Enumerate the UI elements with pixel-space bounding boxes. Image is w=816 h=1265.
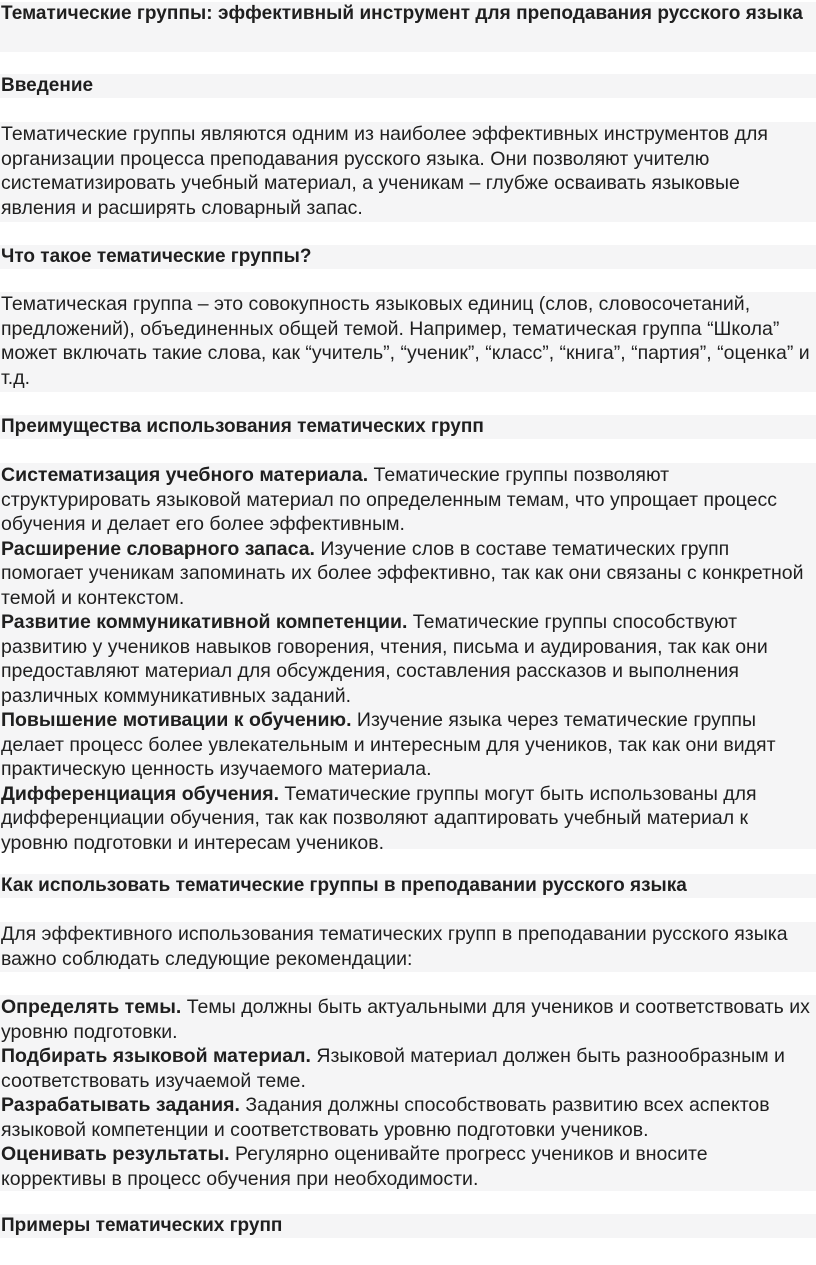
list-item	[1, 1093, 816, 1142]
heading-intro: Введение	[0, 74, 816, 98]
list-item-term: Повышение мотивации к обучению.	[1, 709, 352, 731]
list-item-text: Изучение слов в составе тематических групп помогает ученикам запоминать их более эффективно, так как они связаны с конкретной темой и контекстом.	[1, 537, 804, 609]
list-item-text: Темы должны быть актуальными для учеников и соответствовать их уровню подготовки.	[1, 996, 810, 1043]
list-item	[1, 782, 816, 856]
list-item	[1, 1044, 816, 1093]
list-item	[1, 610, 816, 708]
heading-advantages: Преимущества использования тематических групп	[0, 415, 816, 439]
list-item-term: Расширение словарного запаса.	[1, 537, 315, 560]
paragraph-what: Тематическая группа – это совокупность языковых единиц (слов, словосочетаний, предложений), объединенных общей темой. Например, тематическая группа “Школа” может включать такие слова, как “учитель”, “ученик”, “класс”, “книга”, “партия”, “оценка” и т.д.	[0, 292, 816, 392]
list-item-term: Развитие коммуникативной компетенции.	[1, 611, 408, 633]
list-item-text: Регулярно оценивайте прогресс учеников и вносите коррективы в процесс обучения при необходимости.	[1, 1143, 708, 1190]
document-title: Тематические группы: эффективный инструмент для преподавания русского языка	[0, 2, 816, 52]
howto-list	[0, 995, 816, 1191]
list-item-text: Тематические группы способствуют развитию у учеников навыков говорения, чтения, письма и аудирования, так как они предоставляют материал для обсуждения, составления рассказов и выполнения различных коммуникативных заданий.	[1, 611, 768, 707]
list-item-term: Разрабатывать задания.	[1, 1094, 240, 1116]
list-item-term: Подбирать языковой материал.	[1, 1045, 311, 1067]
list-item	[1, 1142, 816, 1191]
list-item-term: Определять темы.	[1, 996, 182, 1018]
list-item-term: Дифференциация обучения.	[1, 782, 279, 805]
advantages-list	[0, 463, 816, 854]
list-item-term: Оценивать результаты.	[1, 1143, 230, 1165]
list-item-text: Изучение языка через тематические группы делает процесс более увлекательным и интересным для учеников, так как они видят практическую ценность изучаемого материала.	[1, 709, 776, 780]
list-item-text: Задания должны способствовать развитию всех аспектов языковой компетенции и соответствовать уровню подготовки учеников.	[1, 1094, 770, 1141]
paragraph-intro: Тематические группы являются одним из наиболее эффективных инструментов для организации процесса преподавания русского языка. Они позволяют учителю систематизировать учебный материал, а ученикам – глубже осваивать языковые явления и расширять словарный запас.	[0, 122, 816, 222]
paragraph-howto: Для эффективного использования тематических групп в преподавании русского языка важно соблюдать следующие рекомендации:	[0, 922, 816, 972]
list-item	[1, 708, 816, 782]
list-item-text: Тематические группы позволяют структурировать языковой материал по определенным темам, что упрощает процесс обучения и делает его более эффективным.	[1, 464, 777, 535]
list-item	[1, 537, 816, 611]
list-item	[1, 463, 816, 537]
heading-howto: Как использовать тематические группы в преподавании русского языка	[0, 874, 816, 898]
heading-what: Что такое тематические группы?	[0, 245, 816, 269]
heading-examples: Примеры тематических групп	[0, 1214, 816, 1238]
list-item-text: Языковой материал должен быть разнообразным и соответствовать изучаемой теме.	[1, 1045, 785, 1092]
list-item-text: Тематические группы могут быть использованы для дифференциации обучения, так как позволяют адаптировать учебный материал к уровню подготовки и интересам учеников.	[1, 782, 757, 854]
list-item-term: Систематизация учебного материала.	[1, 464, 369, 486]
list-item	[1, 995, 816, 1044]
